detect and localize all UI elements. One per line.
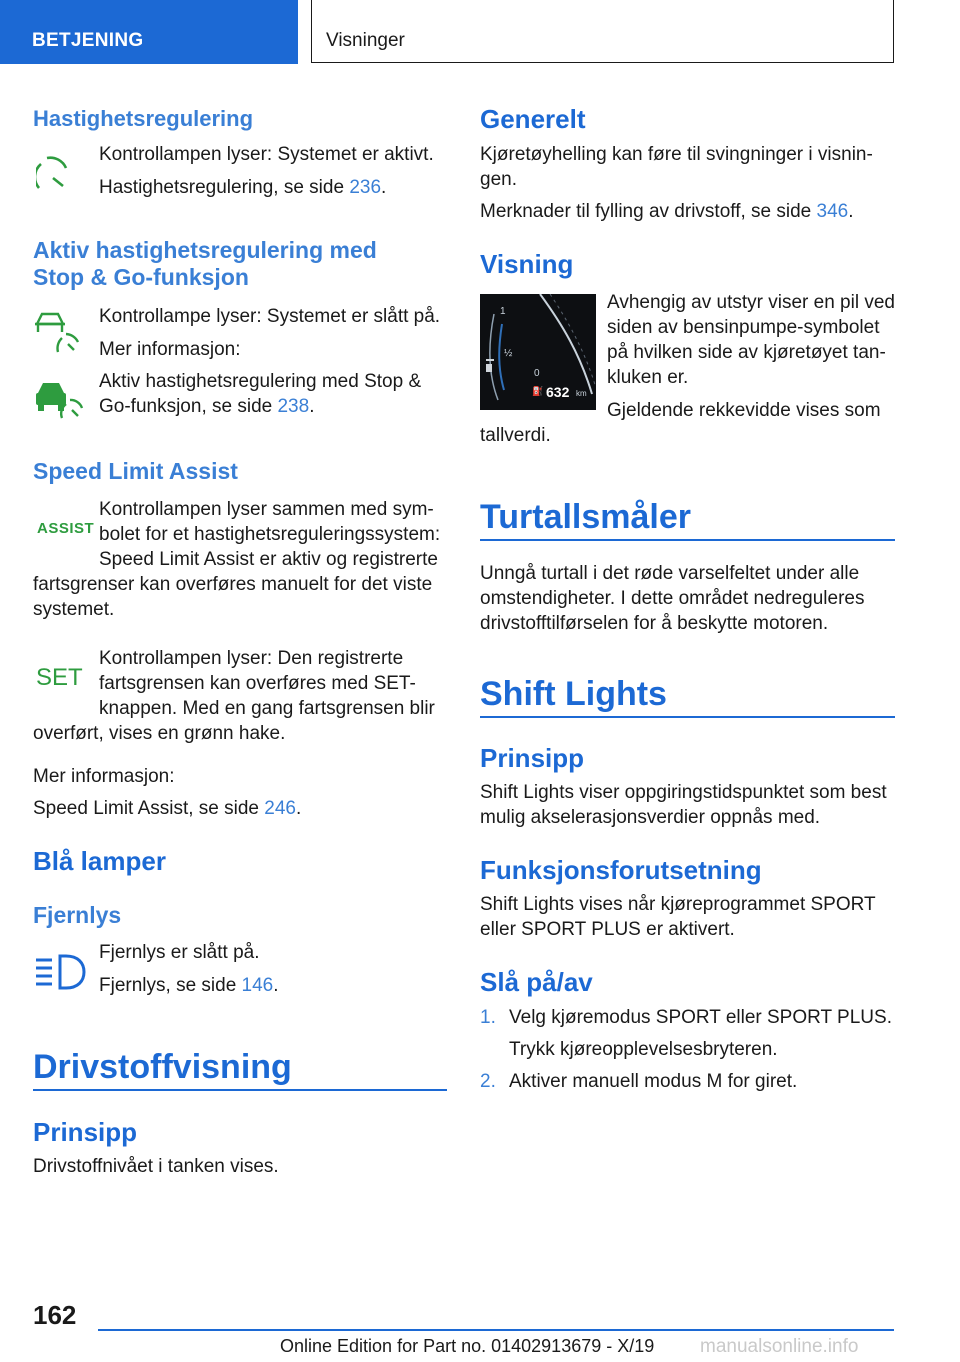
chapter-title: Visninger bbox=[326, 30, 405, 51]
speed-para2-line2: fartsgrensen kan overføres med SET- bbox=[99, 673, 416, 694]
aktiv-ref-line2: Go-funksjon, se side 238. bbox=[99, 396, 315, 417]
cruise-control-icon bbox=[36, 152, 70, 192]
turtall-line2: omstendigheter. I dette området nedreguleres bbox=[480, 588, 865, 609]
heading-drivstoffvisning: Drivstoffvisning bbox=[33, 1048, 292, 1086]
speed-ref-text: Speed Limit Assist, se side 246. bbox=[33, 798, 302, 819]
step-subtext: Trykk kjøreopplevelsesbryteren. bbox=[509, 1039, 778, 1060]
heading-aktiv-line2: Stop & Go-funksjon bbox=[33, 264, 249, 290]
fuel-pump-icon: ⛽ bbox=[532, 386, 544, 396]
gauge-mark-empty: 0 bbox=[534, 368, 540, 379]
high-beam-icon bbox=[34, 952, 86, 992]
section-label: BETJENING bbox=[32, 30, 144, 51]
visning-line6: tallverdi. bbox=[480, 425, 551, 446]
visning-line5: Gjeldende rekkevidde vises som bbox=[607, 400, 881, 421]
speed-more-info: Mer informasjon: bbox=[33, 766, 175, 787]
gauge-mark-half: ½ bbox=[504, 348, 513, 359]
turtall-line1: Unngå turtall i det røde varselfeltet under alle bbox=[480, 563, 860, 584]
speed-para2-line3: knappen. Med en gang fartsgrensen blir bbox=[99, 698, 435, 719]
speed-para2-line4: overført, vises en grønn hake. bbox=[33, 723, 286, 744]
hastighet-status-text: Kontrollampen lyser: Systemet er aktivt. bbox=[99, 144, 434, 165]
step-number: 2. bbox=[480, 1071, 496, 1092]
chapter-title-box bbox=[311, 0, 894, 63]
heading-hastighetsregulering: Hastighetsregulering bbox=[33, 106, 254, 131]
page-link-346[interactable]: 346 bbox=[816, 201, 849, 222]
footer-rule bbox=[98, 1329, 894, 1331]
funk-line2: eller SPORT PLUS er aktivert. bbox=[480, 919, 735, 940]
heading-funksjonsforutsetning: Funksjonsforutsetning bbox=[480, 855, 762, 885]
heading-visning: Visning bbox=[480, 249, 574, 279]
gauge-mark-full: 1 bbox=[500, 306, 506, 317]
footer-edition: Online Edition for Part no. 01402913679 - X/19 bbox=[280, 1336, 655, 1356]
aktiv-more-info: Mer informasjon: bbox=[99, 339, 241, 360]
fuel-gauge-image bbox=[480, 294, 596, 410]
visning-line2: siden av bensinpumpe-symbolet bbox=[607, 317, 880, 338]
heading-sla-pa-av: Slå på/av bbox=[480, 967, 593, 997]
speed-para1-line4: fartsgrenser kan overføres manuelt for det viste bbox=[33, 574, 433, 595]
page-number: 162 bbox=[33, 1300, 77, 1330]
heading-generelt: Generelt bbox=[480, 104, 586, 134]
section-tab bbox=[0, 0, 298, 64]
speed-para2-line1: Kontrollampen lyser: Den registrerte bbox=[99, 648, 404, 669]
speed-para1-line5: systemet. bbox=[33, 599, 115, 620]
page-link-146[interactable]: 146 bbox=[241, 975, 274, 996]
step-text: Velg kjøremodus SPORT eller SPORT PLUS. bbox=[509, 1007, 892, 1028]
range-value: 632 bbox=[546, 384, 570, 400]
generelt-line2: gen. bbox=[480, 169, 517, 190]
heading-shift-lights: Shift Lights bbox=[480, 675, 667, 713]
visning-line3: på hvilken side av kjøretøyet tan- bbox=[607, 342, 886, 363]
heading-bla-lamper: Blå lamper bbox=[33, 846, 166, 876]
heading-rule bbox=[480, 539, 895, 541]
visning-line4: kluken er. bbox=[607, 367, 689, 388]
aktiv-status-text: Kontrollampe lyser: Systemet er slått på. bbox=[99, 306, 441, 327]
heading-aktiv-line1: Aktiv hastighetsregulering med bbox=[33, 237, 377, 263]
fjernlys-ref-text: Fjernlys, se side 146. bbox=[99, 975, 279, 996]
page-link-246[interactable]: 246 bbox=[264, 798, 296, 819]
heading-rule bbox=[480, 716, 895, 718]
generelt-ref-text: Merknader til fylling av drivstoff, se side 346. bbox=[480, 201, 854, 222]
hastighet-ref-text: Hastighetsregulering, se side 236. bbox=[99, 177, 387, 198]
funk-line1: Shift Lights vises når kjøreprogrammet SPORT bbox=[480, 894, 876, 915]
speed-para1-line2: bolet for et hastighetsreguleringssystem: bbox=[99, 524, 441, 545]
fjernlys-status-text: Fjernlys er slått på. bbox=[99, 942, 260, 963]
visning-line1: Avhengig av utstyr viser en pil ved bbox=[607, 292, 895, 313]
drivstoff-text: Drivstoffnivået i tanken vises. bbox=[33, 1156, 279, 1177]
turtall-line3: drivstofftilførselen for å beskytte motoren. bbox=[480, 613, 829, 634]
heading-speed-limit-assist: Speed Limit Assist bbox=[33, 458, 238, 484]
acc-stop-go-icon bbox=[34, 312, 80, 356]
acc-vehicle-detected-icon bbox=[34, 380, 84, 420]
heading-prinsipp-drivstoff: Prinsipp bbox=[33, 1117, 138, 1147]
watermark: manualsonline.info bbox=[700, 1336, 859, 1357]
page-link-236[interactable]: 236 bbox=[349, 177, 382, 198]
step-number: 1. bbox=[480, 1007, 496, 1028]
speed-para1-line1: Kontrollampen lyser sammen med sym- bbox=[99, 499, 434, 520]
prinsipp-line1: Shift Lights viser oppgiringstidspunktet som best bbox=[480, 782, 887, 803]
generelt-line1: Kjøretøyhelling kan føre til svingninger i visnin- bbox=[480, 144, 873, 165]
heading-rule bbox=[33, 1089, 447, 1091]
heading-prinsipp: Prinsipp bbox=[480, 743, 585, 773]
heading-turtallsmaler: Turtallsmåler bbox=[480, 498, 692, 536]
step-text: Aktiver manuell modus M for giret. bbox=[509, 1071, 798, 1092]
range-unit: km bbox=[576, 389, 587, 398]
speed-para1-line3: Speed Limit Assist er aktiv og registrerte bbox=[99, 549, 438, 570]
aktiv-ref-line1: Aktiv hastighetsregulering med Stop & bbox=[99, 371, 422, 392]
prinsipp-line2: mulig akselerasjonsverdier oppnås med. bbox=[480, 807, 821, 828]
assist-indicator-icon: ASSIST bbox=[37, 520, 95, 537]
set-indicator-icon: SET bbox=[36, 664, 83, 691]
page-link-238[interactable]: 238 bbox=[277, 396, 310, 417]
heading-fjernlys: Fjernlys bbox=[33, 902, 122, 928]
